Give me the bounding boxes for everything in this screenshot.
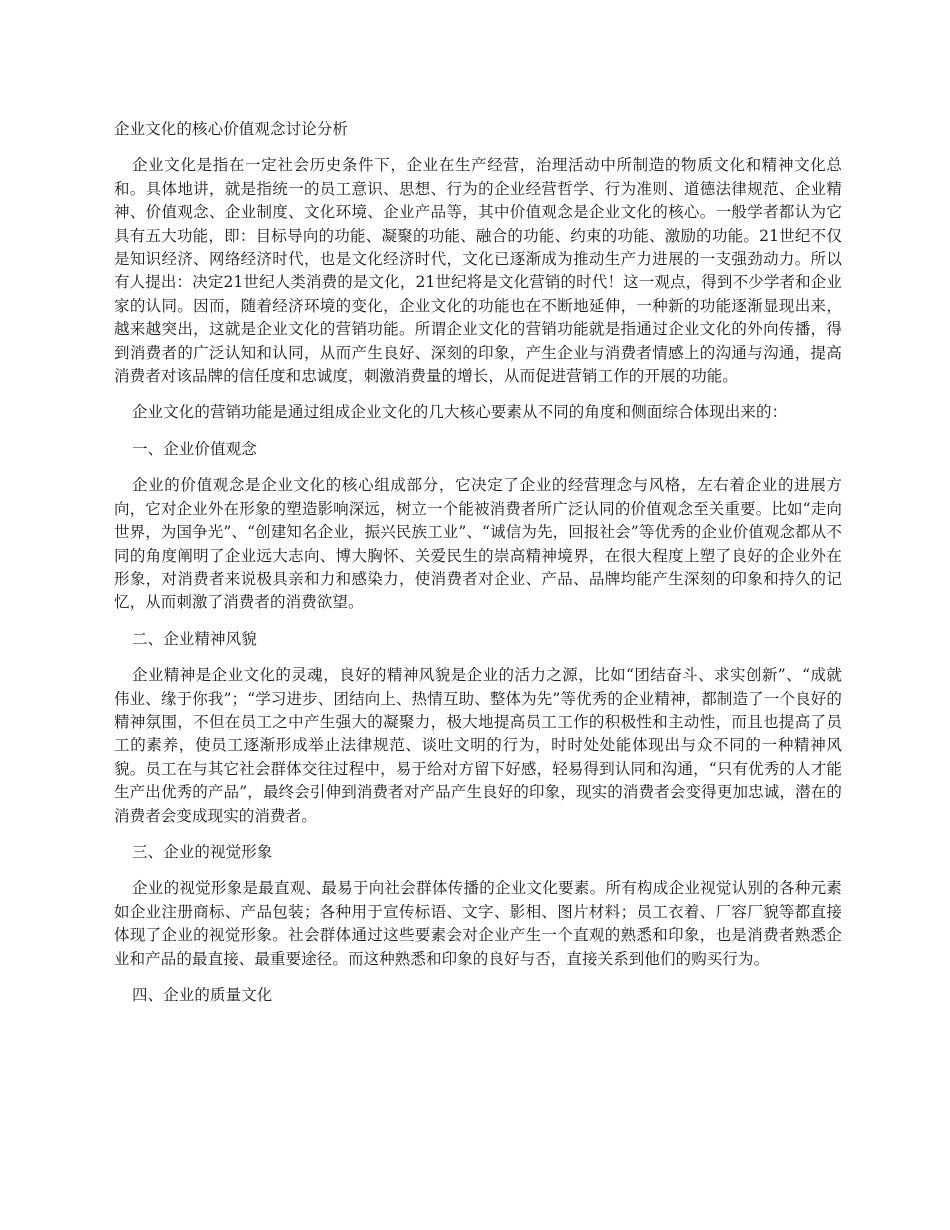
section-heading-visual-image: 三、企业的视觉形象 (132, 842, 273, 861)
section-heading-values: 一、企业价值观念 (132, 439, 257, 458)
document-page (114, 118, 842, 1020)
section-heading-spirit: 二、企业精神风貌 (132, 629, 257, 648)
paragraph-visual-image: 企业的视觉形象是最直观、最易于向社会群体传播的企业文化要素。所有构成企业视觉认别的各种元素如企业注册商标、产品包装；各种用于宣传标语、文字、影相、图片材料；员工衣着、厂容厂貌等都直接体现了企业的视觉形象。社会群体通过这些要素会对企业产生一个直观的熟悉和印象，也是消费者熟悉企业和产品的最直接、最重要途径。而这种熟悉和印象的良好与否，直接关系到他们的购买行为。 (114, 879, 842, 968)
section-heading-quality-culture: 四、企业的质量文化 (132, 986, 273, 1004)
paragraph-spirit: 企业精神是企业文化的灵魂，良好的精神风貌是企业的活力之源，比如“团结奋斗、求实创新”、“成就伟业、缘于你我”；“学习进步、团结向上、热情互助、整体为先”等优秀的企业精神，都制造了一个良好的精神氛围，不但在员工之中产生强大的凝聚力，极大地提高员工工作的积极性和主动性，而且也提高了员工的素养，使员工逐渐形成举止法律规范、谈吐文明的行为，时时处处能体现出与众不同的一种精神风貌。员工在与其它社会群体交往过程中，易于给对方留下好感，轻易得到认同和沟通，“只有优秀的人才能生产出优秀的产品”，最终会引伸到消费者对产品产生良好的印象，现实的消费者会变得更加忠诚，潜在的消费者会变成现实的消费者。 (114, 666, 842, 825)
paragraph-values: 企业的价值观念是企业文化的核心组成部分，它决定了企业的经营理念与风格，左右着企业的进展方向，它对企业外在形象的塑造影响深远，树立一个能被消费者所广泛认同的价值观念至关重要。比如“走向世界，为国争光”、“创建知名企业，振兴民族工业”、“诚信为先，回报社会”等优秀的企业价值观念都从不同的角度阐明了企业远大志向、博大胸怀、关爱民生的崇高精神境界，在很大程度上塑了良好的企业外在形象，对消费者来说极具亲和力和感染力，使消费者对企业、产品、品牌均能产生深刻的印象和持久的记忆，从而刺激了消费者的消费欲望。 (114, 476, 842, 612)
paragraph-marketing-function: 企业文化的营销功能是通过组成企业文化的几大核心要素从不同的角度和侧面综合体现出来的： (132, 403, 788, 422)
paragraph-intro: 企业文化是指在一定社会历史条件下，企业在生产经营，治理活动中所制造的物质文化和精神文化总和。具体地讲，就是指统一的员工意识、思想、行为的企业经营哲学、行为准则、道德法律规范、企业精神、价值观念、企业制度、文化环境、企业产品等，其中价值观念是企业文化的核心。一般学者都认为它具有五大功能，即：目标导向的功能、凝聚的功能、融合的功能、约束的功能、激励的功能。21世纪不仅是知识经济、网络经济时代，也是文化经济时代，文化已逐渐成为推动生产力进展的一支强劲动力。所以有人提出：决定21世纪人类消费的是文化，21世纪将是文化营销的时代！这一观点，得到不少学者和企业家的认同。因而，随着经济环境的变化，企业文化的功能也在不断地延伸，一种新的功能逐渐显现出来，越来越突出，这就是企业文化的营销功能。所谓企业文化的营销功能就是指通过企业文化的外向传播，得到消费者的广泛认知和认同，从而产生良好、深刻的印象，产生企业与消费者情感上的沟通与沟通，提高消费者对该品牌的信任度和忠诚度，刺激消费量的增长，从而促进营销工作的开展的功能。 (114, 156, 842, 386)
document-title: 企业文化的核心价值观念讨论分析 (114, 120, 349, 138)
